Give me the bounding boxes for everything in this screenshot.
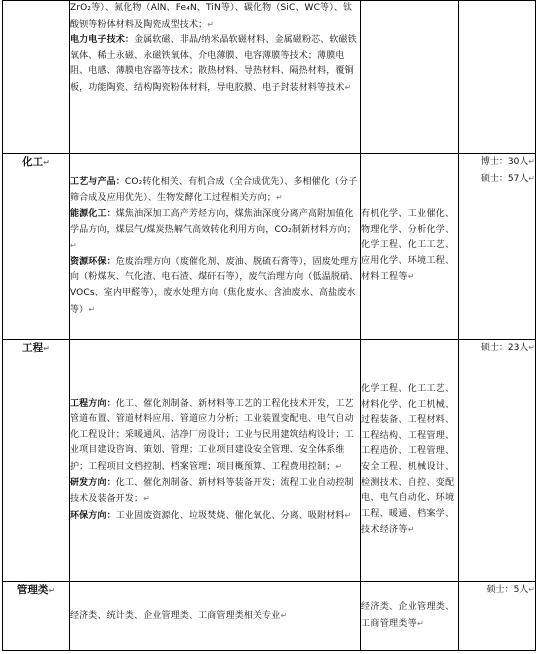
headcount-cell (459, 154, 536, 340)
content-paragraph-label: 工程方向： (70, 398, 116, 409)
table-row (3, 154, 536, 340)
headcount-line (459, 171, 535, 188)
majors-text: 经济类、企业管理类、工商管理类等 (361, 601, 455, 629)
paragraph-mark-icon: ↵ (48, 586, 56, 595)
content-paragraph-text: 化工、催化剂制备、新材料等装备开发；流程工业自动控制技术及装备开发； (70, 477, 354, 505)
content-cell (70, 154, 361, 340)
paragraph-mark-icon: ↵ (344, 82, 352, 92)
table-row (3, 1, 536, 154)
headcount-line (459, 340, 535, 357)
content-paragraph-text: 金属软磁、非晶/纳米晶软磁材料、金属磁粉芯、软磁铁氧体、稀土永磁、永磁铁氧体、介电薄膜、电容薄膜等技术；薄膜电阻、电感、薄膜电容器等技术；散热材料、导热材料、隔热材料，覆铜板，功能陶瓷、结构陶瓷粉体材料，导电胶膜、电子封装材料等技术 (70, 35, 357, 93)
headcount-text: 硕士：5人 (486, 585, 529, 595)
category-label: 化工 (22, 156, 44, 168)
content-paragraph-label: 工艺与产品： (70, 176, 125, 187)
paragraph-mark-icon: ↵ (43, 344, 50, 353)
content-paragraph-text: 煤焦油深加工高产芳烃方向，煤焦油深度分离产高附加值化学品方向，煤层气/煤炭热解气高效转化利用方向，CO₂制新材料方向； (70, 209, 356, 235)
content-cell (70, 340, 361, 582)
recruitment-table (2, 0, 536, 651)
content-paragraph-text: 经济类、统计类、企业管理类、工商管理类相关专业 (70, 610, 281, 621)
content-paragraph (70, 1, 360, 33)
content-paragraph-text: 危废治理方向（废催化剂、废油、脱硫石膏等），固废处理方向（粉煤灰、气化渣、电石渣、煤矸石等），废气治理方向（低温脱硝、VOCs、室内甲醛等），废水处理方向（焦化废水、含油废水、高盐废水等） (70, 256, 359, 315)
paragraph-mark-icon: ↵ (528, 343, 535, 352)
content-paragraph-label: 研发方向： (70, 477, 116, 488)
paragraph-mark-icon: ↵ (528, 173, 535, 183)
headcount-text: 硕士：57人 (480, 173, 529, 184)
majors-cell (361, 1, 459, 154)
paragraph-mark-icon: ↵ (70, 241, 77, 251)
content-paragraph-text: 化工、催化剂制备、新材料等工艺的工程化技术开发，工艺管道布置、管道材料应用、管道应力分析；工业装置变配电、电气自动化工程设计；采暖通风、洁净厂房设计；工业与民用建筑结构设计；工业项目建设咨询、策划、管理；工业项目建设安全管理、安全体系维护；工程项目文档控制、档案管理；项目概预算、工程费用控制； (70, 398, 354, 472)
content-paragraph-text: 工业固废资源化、垃圾焚烧、催化氧化、分离、吸附材料 (115, 510, 345, 521)
content-cell (70, 582, 361, 651)
paragraph-mark-icon: ↵ (280, 610, 288, 620)
content-paragraph-text: ZrO₂等）、氮化物（AlN、Fe₄N、TiN等）、碳化物（SiC、WC等）、钛酸钡等粉体材料及陶瓷成型技术； (70, 3, 353, 30)
paragraph-mark-icon: ↵ (88, 304, 96, 314)
paragraph-mark-icon: ↵ (407, 525, 415, 535)
paragraph-mark-icon: ↵ (43, 158, 50, 167)
paragraph-mark-icon: ↵ (528, 157, 535, 166)
headcount-cell (459, 340, 536, 582)
paragraph-mark-icon: ↵ (335, 462, 343, 471)
paragraph-mark-icon: ↵ (528, 585, 535, 594)
content-paragraph-label: 能源化工： (70, 209, 116, 220)
content-paragraph-text: CO₂转化相关、有机合成（全合成优先）、多相催化（分子筛合成及应用优先）、生物发酵化工过程相关方向； (70, 176, 358, 204)
majors-cell (361, 582, 459, 651)
content-paragraph-label: 电力电子技术： (70, 35, 135, 46)
paragraph-mark-icon: ↵ (143, 494, 151, 504)
content-paragraph (70, 397, 360, 476)
content-paragraph (70, 207, 360, 255)
majors-cell (361, 340, 459, 582)
paragraph-mark-icon: ↵ (407, 272, 415, 282)
category-cell (3, 154, 70, 340)
content-paragraph-label: 环保方向： (70, 510, 116, 521)
content-cell (70, 1, 361, 154)
content-paragraph (70, 608, 360, 625)
headcount-line (459, 154, 535, 171)
headcount-text: 博士：30人 (480, 157, 529, 167)
headcount-line (459, 582, 535, 599)
headcount-cell (459, 582, 536, 651)
headcount-cell (459, 1, 536, 154)
category-cell (3, 1, 70, 154)
majors-text: 化学工程、化工工艺、材料化学、化工机械、过程装备、工程材料、工程结构、工程管理、工程造价、工程管理、安全工程、机械设计、检测技术、自控、变配电、电气自动化、环境工程、暖通、档案学、技术经济等 (361, 384, 455, 536)
majors-cell (361, 154, 459, 340)
content-paragraph (70, 508, 360, 525)
category-cell (3, 340, 70, 582)
headcount-text: 硕士：23人 (480, 343, 529, 353)
content-paragraph (70, 175, 360, 207)
paragraph-mark-icon: ↵ (417, 618, 425, 628)
category-cell (3, 582, 70, 651)
paragraph-mark-icon: ↵ (344, 510, 352, 520)
category-label: 工程 (22, 342, 44, 354)
content-paragraph (70, 476, 360, 508)
content-paragraph (70, 255, 360, 318)
paragraph-mark-icon: ↵ (207, 19, 215, 29)
content-paragraph-label: 资源环保： (70, 256, 116, 267)
paragraph-mark-icon: ↵ (275, 193, 283, 203)
majors-text: 有机化学、工业催化、物理化学、分析化学、化学工程、化工工艺、应用化学、环境工程、材料工程等 (361, 209, 455, 283)
table-row (3, 582, 536, 651)
category-label: 管理类 (16, 584, 49, 596)
content-paragraph (70, 33, 360, 96)
table-row (3, 340, 536, 582)
